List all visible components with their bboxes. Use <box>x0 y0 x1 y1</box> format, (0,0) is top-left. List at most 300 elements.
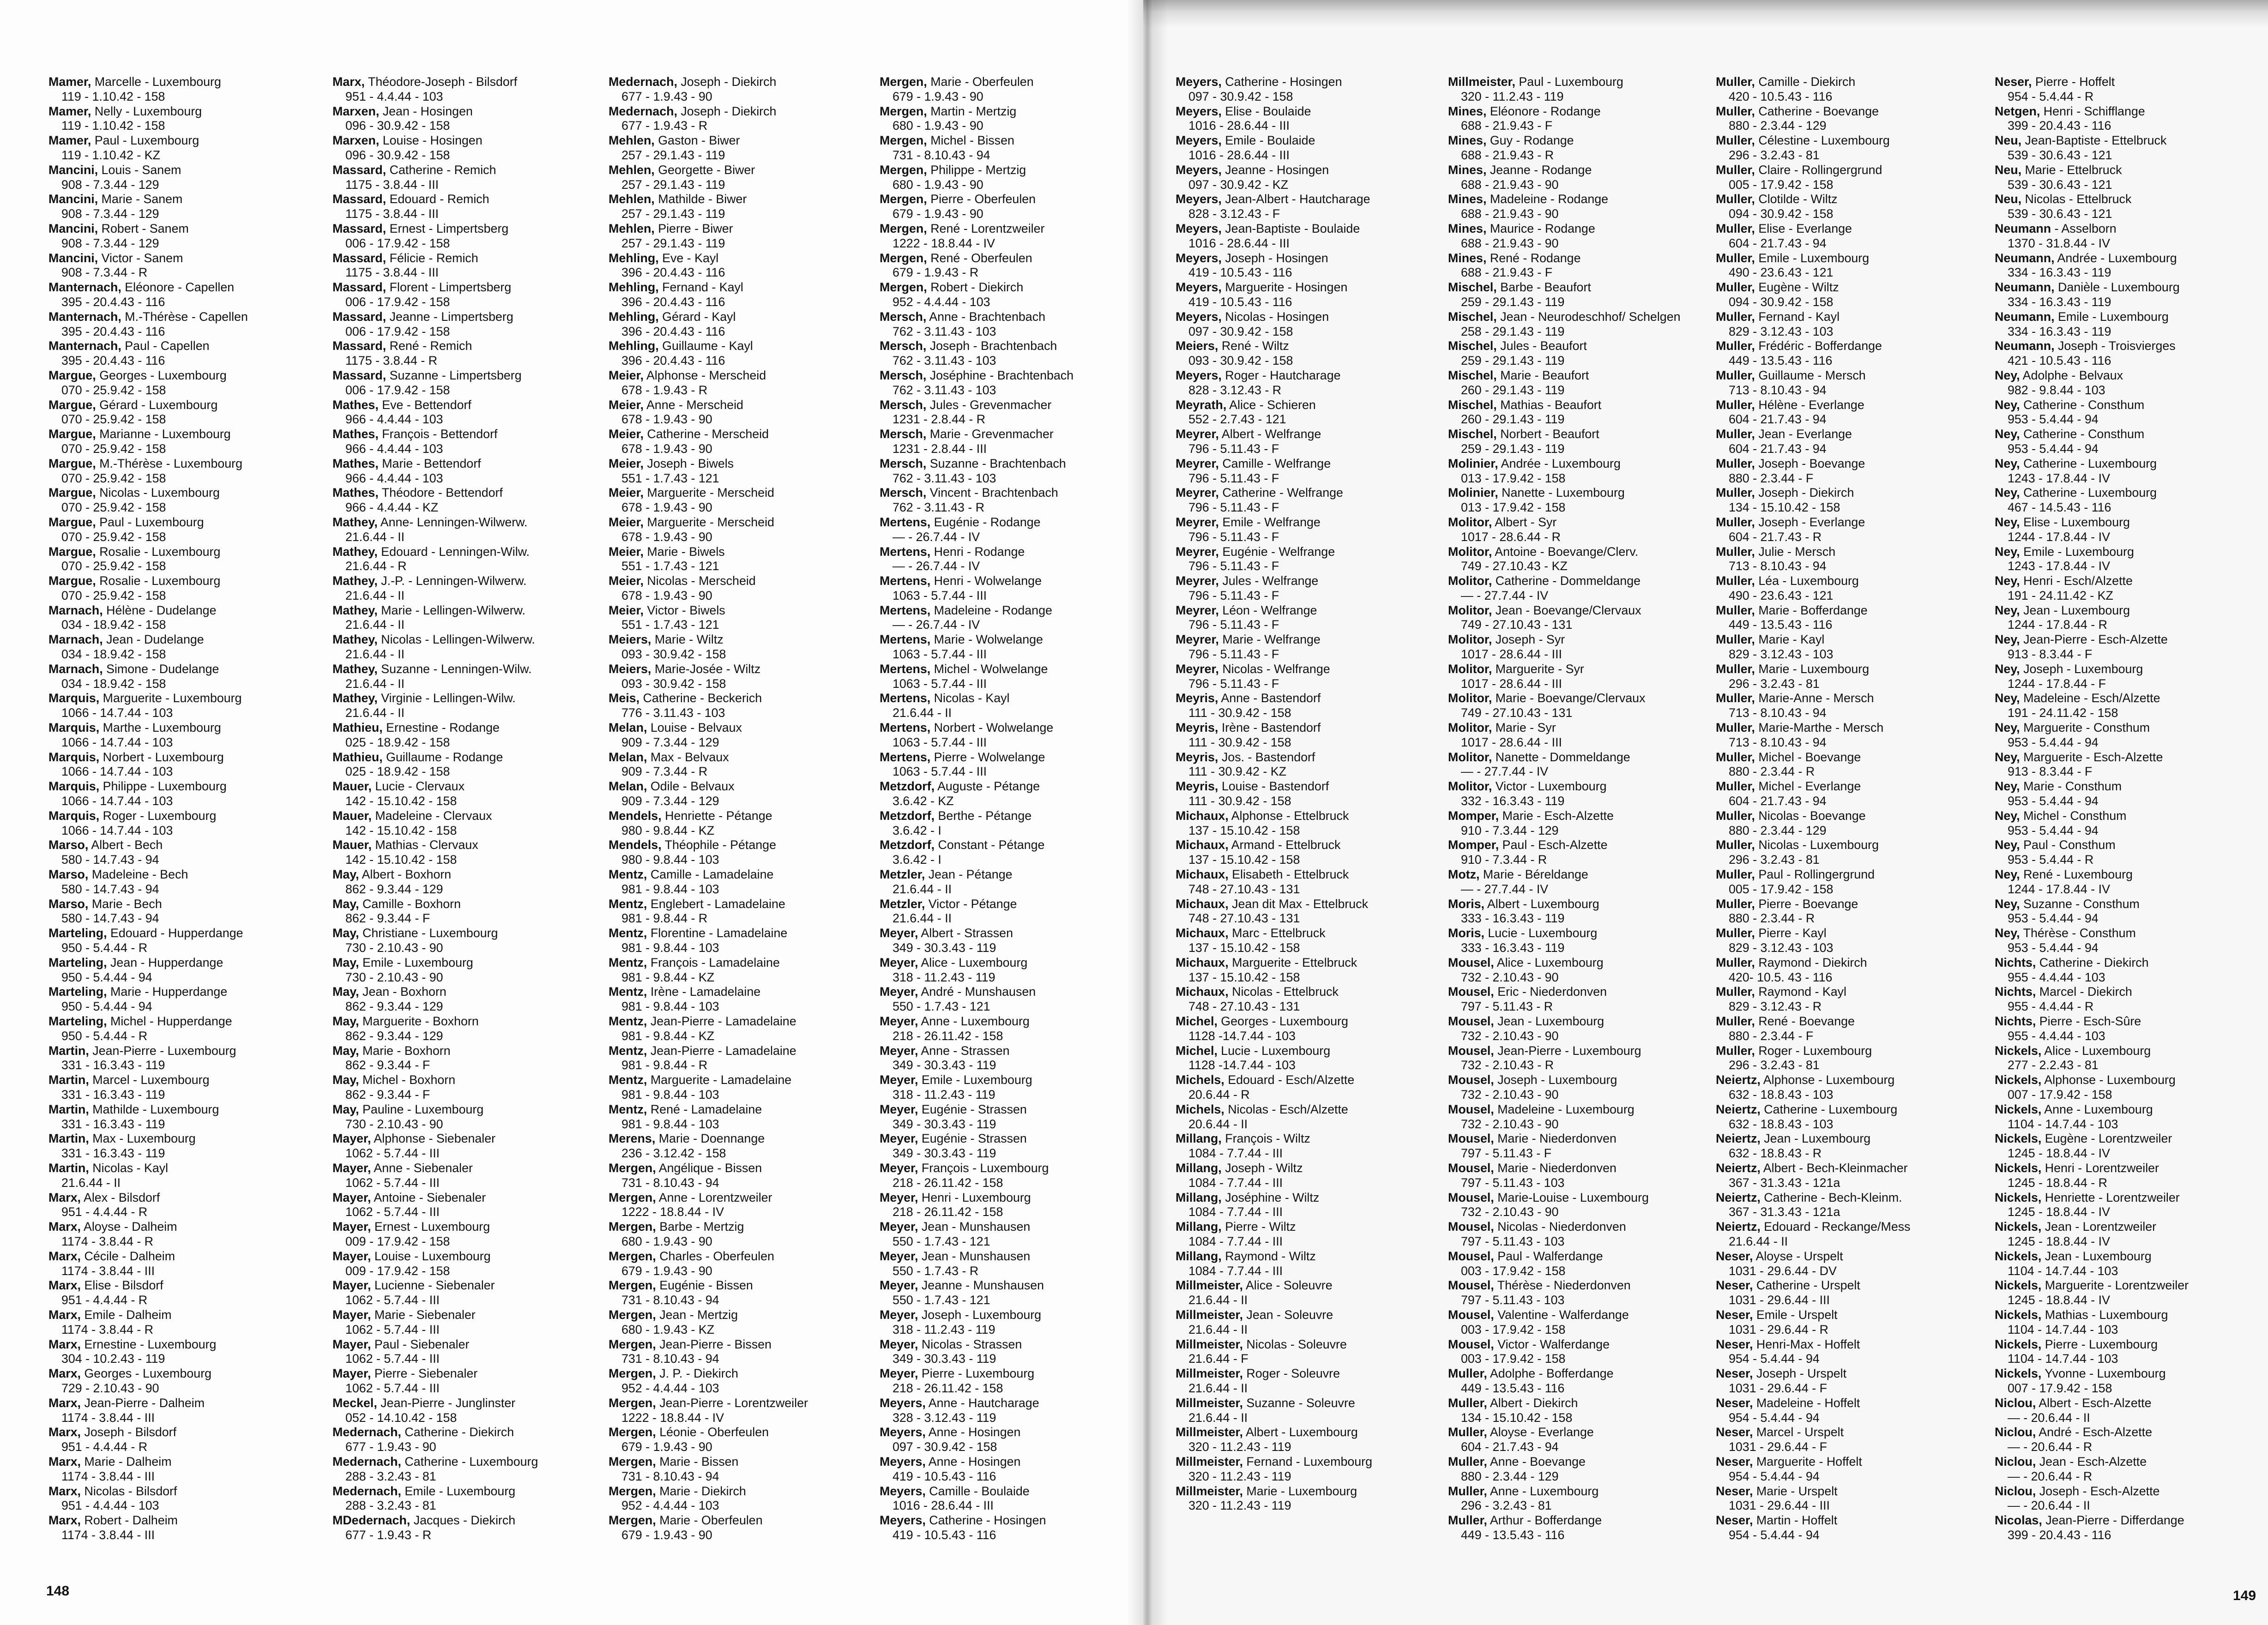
entry-dates: 21.6.44 - II <box>345 676 405 691</box>
entry-dates: 749 - 27.10.43 - KZ <box>1461 559 1568 573</box>
index-entry <box>48 192 326 222</box>
index-entry <box>332 251 609 281</box>
entry-surname: Mousel, <box>1448 1307 1494 1322</box>
entry-firstname-place: Philippe - Luxembourg <box>103 779 227 794</box>
entry-firstname-place: Marguerite - Merscheid <box>647 515 774 529</box>
entry-heading <box>1448 222 1725 236</box>
index-entry <box>1995 133 2268 163</box>
entry-dates: 950 - 5.4.44 - 94 <box>61 999 152 1014</box>
entry-heading <box>1176 1396 1453 1411</box>
entry-firstname-place: Jean-Pierre - Lamadelaine <box>650 1043 796 1058</box>
index-entry <box>609 750 886 780</box>
entry-heading <box>1448 1249 1725 1264</box>
entry-surname: Mehling, <box>609 280 659 295</box>
entry-dates: 331 - 16.3.43 - 119 <box>61 1087 165 1101</box>
entry-firstname-place: Nicolas - Ettelbruck <box>2025 192 2132 206</box>
entry-heading <box>1448 838 1725 853</box>
entry-surname: Mergen, <box>609 1190 656 1204</box>
entry-heading <box>1995 1278 2268 1293</box>
entry-firstname-place: Elise - Luxembourg <box>2023 515 2130 529</box>
entry-firstname-place: Paul - Esch-Alzette <box>1502 838 1608 852</box>
entry-surname: Nickels, <box>1995 1366 2042 1381</box>
index-entry <box>1716 75 1993 104</box>
entry-firstname-place: Marcel - Diekirch <box>2039 985 2132 999</box>
index-entry <box>1448 280 1725 310</box>
index-entry <box>1716 1455 1993 1484</box>
entry-dates: 20.6.44 - R <box>1188 1087 1250 1101</box>
entry-surname: Mancini, <box>48 251 98 265</box>
entry-surname: Meyris, <box>1176 779 1218 794</box>
entry-dates: 951 - 4.4.44 - 103 <box>345 89 443 103</box>
entry-dates: 1063 - 5.7.44 - III <box>893 588 987 602</box>
entry-firstname-place: Mathias - Beaufort <box>1500 397 1602 412</box>
entry-dates: 908 - 7.3.44 - 129 <box>61 236 159 250</box>
index-entry <box>1716 192 1993 222</box>
entry-surname: Meyers, <box>1176 251 1222 265</box>
entry-firstname-place: Suzanne - Consthum <box>2023 897 2140 911</box>
entry-surname: Muller, <box>1716 456 1755 470</box>
entry-surname: Mousel, <box>1448 1043 1494 1058</box>
entry-surname: Muller, <box>1448 1513 1487 1528</box>
index-entry <box>332 486 609 515</box>
entry-heading <box>609 368 886 383</box>
index-entry <box>1995 192 2268 222</box>
entry-firstname-place: Pierre - Siebenaler <box>374 1366 478 1381</box>
entry-dates: 1084 - 7.7.44 - III <box>1188 1234 1283 1248</box>
entry-heading <box>1716 632 1993 647</box>
entry-dates: 966 - 4.4.44 - 103 <box>345 441 443 456</box>
entry-surname: Ney, <box>1995 926 2020 940</box>
entry-dates: 304 - 10.2.43 - 119 <box>61 1352 165 1366</box>
entry-firstname-place: Jean - Boevange/Clervaux <box>1495 603 1641 617</box>
entry-dates: 731 - 8.10.43 - 94 <box>621 1469 719 1483</box>
entry-dates: 1245 - 18.8.44 - IV <box>2008 1234 2110 1248</box>
entry-dates: 070 - 25.9.42 - 158 <box>61 383 166 397</box>
entry-dates: 1017 - 28.6.44 - III <box>1461 735 1562 749</box>
entry-dates: 954 - 5.4.44 - 94 <box>1729 1528 1820 1542</box>
index-entry <box>332 779 609 809</box>
entry-firstname-place: Roger - Luxembourg <box>1758 1043 1872 1058</box>
entry-firstname-place: Nanette - Dommeldange <box>1495 750 1630 764</box>
entry-heading <box>1716 662 1993 677</box>
entry-dates: 796 - 5.11.43 - F <box>1188 471 1279 485</box>
entry-firstname-place: Hélène - Dudelange <box>106 603 217 617</box>
entry-dates: 21.6.44 - II <box>1729 1234 1788 1248</box>
index-entry <box>332 1249 609 1279</box>
entry-firstname-place: Joseph - Hosingen <box>1225 251 1328 265</box>
entry-firstname-place: Alice - Schieren <box>1229 397 1316 412</box>
entry-dates: 677 - 1.9.43 - 90 <box>345 1440 436 1454</box>
index-entry <box>1995 398 2268 427</box>
entry-dates: — - 20.6.44 - R <box>2008 1469 2093 1483</box>
entry-heading <box>1995 1073 2268 1088</box>
entry-firstname-place: Marc - Ettelbruck <box>1232 926 1326 940</box>
entry-surname: Mousel, <box>1448 1161 1494 1175</box>
entry-dates: 796 - 5.11.43 - F <box>1188 441 1279 456</box>
entry-surname: Neiertz, <box>1716 1190 1761 1204</box>
entry-dates: 1245 - 18.8.44 - IV <box>2008 1146 2110 1161</box>
entry-dates: 218 - 26.11.42 - 158 <box>893 1205 1003 1219</box>
entry-dates: 367 - 31.3.43 - 121a <box>1729 1205 1840 1219</box>
index-entry <box>1448 1131 1725 1161</box>
entry-heading <box>48 1455 326 1469</box>
page-number-left: 148 <box>46 1583 70 1599</box>
entry-dates: 679 - 1.9.43 - R <box>893 265 979 280</box>
entry-heading <box>1716 1278 1993 1293</box>
entry-dates: 331 - 16.3.43 - 119 <box>61 1058 165 1072</box>
entry-heading <box>1716 897 1993 912</box>
entry-firstname-place: Hélène - Everlange <box>1758 397 1864 412</box>
entry-heading <box>1176 779 1453 794</box>
entry-dates: 1016 - 28.6.44 - III <box>1188 236 1290 250</box>
entry-firstname-place: Aloyse - Dalheim <box>83 1220 177 1234</box>
entry-firstname-place: Marie-Josée - Wiltz <box>654 662 761 676</box>
entry-firstname-place: Marie - Niederdonven <box>1497 1131 1617 1146</box>
entry-firstname-place: Ernestine - Rodange <box>386 721 500 735</box>
entry-heading <box>1448 867 1725 882</box>
index-entry <box>880 427 1157 457</box>
entry-heading <box>609 1396 886 1411</box>
entry-heading <box>1716 838 1993 853</box>
entry-heading <box>1716 809 1993 824</box>
entry-heading <box>1448 133 1725 148</box>
entry-surname: Mehling, <box>609 339 659 353</box>
entry-heading <box>1995 192 2268 207</box>
index-entry <box>609 251 886 281</box>
entry-surname: Mergen, <box>880 221 927 235</box>
entry-firstname-place: Victor - Luxembourg <box>1495 779 1607 794</box>
entry-surname: Mischel, <box>1448 280 1497 295</box>
index-entry <box>1176 280 1453 310</box>
entry-heading <box>48 310 326 325</box>
entry-surname: Michaux, <box>1176 808 1229 823</box>
entry-firstname-place: Thérèse - Niederdonven <box>1497 1278 1631 1293</box>
entry-heading <box>880 457 1157 471</box>
entry-surname: Meyrer, <box>1176 515 1219 529</box>
index-entry <box>1176 956 1453 985</box>
entry-heading <box>880 398 1157 413</box>
entry-heading <box>1995 603 2268 618</box>
entry-surname: Mertens, <box>880 544 931 559</box>
entry-surname: Neumann, <box>1995 339 2055 353</box>
entry-heading <box>1448 1161 1725 1176</box>
entry-firstname-place: M.-Thérèse - Luxembourg <box>99 456 242 470</box>
entry-heading <box>880 486 1157 500</box>
entry-firstname-place: Jean-Pierre - Dalheim <box>84 1396 205 1410</box>
entry-surname: Margue, <box>48 574 96 588</box>
entry-surname: Massard, <box>332 192 386 206</box>
entry-firstname-place: Emile - Luxembourg <box>921 1073 1032 1087</box>
index-entry <box>1995 427 2268 457</box>
entry-heading <box>1176 222 1453 236</box>
entry-surname: Metzdorf, <box>880 838 935 852</box>
entry-dates: 1175 - 3.8.44 - R <box>345 354 438 368</box>
entry-surname: Mehlen, <box>609 133 655 148</box>
entry-firstname-place: Marie - Oberfeulen <box>659 1513 763 1528</box>
entry-dates: 070 - 25.9.42 - 158 <box>61 441 166 456</box>
index-entry <box>1716 897 1993 927</box>
entry-firstname-place: Jeanne - Rodange <box>1490 162 1592 177</box>
entry-dates: 1084 - 7.7.44 - III <box>1188 1175 1283 1190</box>
index-entry <box>1448 1366 1725 1396</box>
entry-heading <box>609 1366 886 1381</box>
entry-surname: Meyer, <box>880 985 918 999</box>
entry-firstname-place: Marie - Wiltz <box>654 632 724 647</box>
entry-surname: Muller, <box>1716 985 1755 999</box>
index-entry <box>1995 1014 2268 1044</box>
index-entry <box>880 192 1157 222</box>
entry-surname: Ney, <box>1995 721 2020 735</box>
entry-dates: 796 - 5.11.43 - F <box>1188 647 1279 662</box>
entry-heading <box>1448 1425 1725 1440</box>
entry-surname: Mathieu, <box>332 750 383 764</box>
entry-heading <box>880 1191 1157 1205</box>
index-entry <box>1176 1073 1453 1102</box>
entry-surname: Massard, <box>332 221 386 235</box>
entry-dates: 910 - 7.3.44 - R <box>1461 853 1547 867</box>
entry-dates: 1128 -14.7.44 - 103 <box>1188 1029 1296 1043</box>
entry-heading <box>48 427 326 442</box>
entry-heading <box>1176 515 1453 530</box>
entry-heading <box>609 427 886 442</box>
entry-firstname-place: Catherine - Luxembourg <box>2023 486 2157 500</box>
entry-heading <box>609 280 886 295</box>
entry-dates: 21.6.44 - II <box>1188 1293 1248 1307</box>
entry-firstname-place: Fernand - Luxembourg <box>1246 1454 1373 1469</box>
entry-dates: 420- 10.5. 43 - 116 <box>1729 970 1833 984</box>
entry-heading <box>1176 545 1453 560</box>
entry-surname: Marx, <box>48 1425 81 1439</box>
entry-firstname-place: Cécile - Dalheim <box>84 1249 175 1263</box>
entry-surname: Meckel, <box>332 1396 377 1410</box>
entry-dates: 580 - 14.7.43 - 94 <box>61 911 159 926</box>
entry-heading <box>332 1396 609 1411</box>
entry-dates: 009 - 17.9.42 - 158 <box>345 1234 450 1248</box>
entry-heading <box>1176 1073 1453 1088</box>
index-entry <box>880 1308 1157 1337</box>
entry-firstname-place: Henri - Luxembourg <box>921 1190 1031 1204</box>
entry-firstname-place: Jean - Pétange <box>928 867 1013 882</box>
entry-heading <box>1448 1513 1725 1528</box>
entry-dates: 449 - 13.5.43 - 116 <box>1461 1381 1565 1395</box>
entry-surname: Neser, <box>1716 1249 1753 1263</box>
entry-firstname-place: Catherine - Diekirch <box>404 1425 514 1439</box>
index-entry <box>332 1513 609 1543</box>
entry-firstname-place: Nelly - Luxembourg <box>94 104 202 118</box>
entry-dates: 678 - 1.9.43 - 90 <box>621 588 712 602</box>
entry-heading <box>609 809 886 824</box>
entry-heading <box>1716 1455 1993 1469</box>
index-entry <box>332 1161 609 1191</box>
column-3 <box>609 75 886 1543</box>
entry-dates: 762 - 3.11.43 - 103 <box>893 354 996 368</box>
entry-dates: 1175 - 3.8.44 - III <box>345 177 439 192</box>
entry-firstname-place: Auguste - Pétange <box>937 779 1040 794</box>
entry-firstname-place: Alphonse - Luxembourg <box>1763 1073 1895 1087</box>
entry-heading <box>48 1161 326 1176</box>
entry-firstname-place: Catherine - Urspelt <box>1756 1278 1860 1293</box>
entry-surname: Millang, <box>1176 1190 1222 1204</box>
entry-dates: 966 - 4.4.44 - 103 <box>345 412 443 427</box>
index-entry <box>609 1366 886 1396</box>
index-entry <box>1716 985 1993 1014</box>
entry-dates: 981 - 9.8.44 - 103 <box>621 882 719 896</box>
entry-dates: 396 - 20.4.43 - 116 <box>621 265 725 280</box>
entry-dates: 003 - 17.9.42 - 158 <box>1461 1322 1566 1336</box>
entry-surname: Mayer, <box>332 1190 371 1204</box>
entry-dates: 318 - 11.2.43 - 119 <box>893 1087 995 1101</box>
entry-surname: Margue, <box>48 427 96 441</box>
entry-surname: Meyris, <box>1176 750 1218 764</box>
index-entry <box>1716 1191 1993 1220</box>
entry-firstname-place: Georgette - Biwer <box>658 162 755 177</box>
entry-surname: Niclou, <box>1995 1425 2036 1439</box>
index-entry <box>332 691 609 721</box>
entry-firstname-place: Henri - Rodange <box>934 544 1025 559</box>
entry-surname: Ney, <box>1995 427 2020 441</box>
entry-heading <box>880 104 1157 119</box>
entry-heading <box>1716 1191 1993 1205</box>
entry-firstname-place: Alice - Luxembourg <box>1496 955 1604 969</box>
entry-firstname-place: Jean - Luxembourg <box>2045 1249 2152 1263</box>
entry-dates: 828 - 3.12.43 - F <box>1188 207 1280 221</box>
index-entry <box>332 1484 609 1514</box>
entry-surname: Nickels, <box>1995 1307 2042 1322</box>
entry-surname: Mersch, <box>880 397 927 412</box>
entry-surname: Michel, <box>1176 1014 1218 1028</box>
entry-dates: 1016 - 28.6.44 - III <box>1188 119 1290 133</box>
index-entry <box>1176 457 1453 486</box>
entry-dates: 1062 - 5.7.44 - III <box>345 1293 440 1307</box>
entry-dates: 396 - 20.4.43 - 116 <box>621 324 725 338</box>
entry-heading <box>609 838 886 853</box>
index-entry <box>332 1044 609 1073</box>
entry-firstname-place: Louise - Bastendorf <box>1221 779 1329 794</box>
entry-heading <box>48 104 326 119</box>
entry-firstname-place: Madeleine - Rodange <box>1490 192 1609 206</box>
entry-dates: 678 - 1.9.43 - 90 <box>621 500 712 515</box>
entry-heading <box>1448 192 1725 207</box>
index-entry <box>880 897 1157 927</box>
entry-dates: 679 - 1.9.43 - 90 <box>621 1440 712 1454</box>
entry-surname: Neiertz, <box>1716 1161 1761 1175</box>
index-entry <box>609 1484 886 1514</box>
index-entry <box>332 1366 609 1396</box>
entry-firstname-place: Michel - Boevange <box>1758 750 1861 764</box>
entry-heading <box>1995 1014 2268 1029</box>
entry-dates: 137 - 15.10.42 - 158 <box>1188 823 1300 837</box>
index-entry <box>609 809 886 838</box>
entry-firstname-place: Alphonse - Luxembourg <box>2044 1073 2176 1087</box>
entry-dates: 320 - 11.2.43 - 119 <box>1188 1499 1291 1513</box>
entry-surname: Marteling, <box>48 926 107 940</box>
entry-firstname-place: Eugénie - Bissen <box>659 1278 753 1293</box>
column-4 <box>880 75 1157 1543</box>
entry-surname: Meyers, <box>1176 75 1222 89</box>
entry-dates: 395 - 20.4.43 - 116 <box>61 354 165 368</box>
entry-surname: Mendels, <box>609 838 662 852</box>
entry-firstname-place: Joseph - Bilsdorf <box>84 1425 177 1439</box>
entry-surname: Mentz, <box>609 955 647 969</box>
entry-surname: Metzler, <box>880 867 925 882</box>
entry-firstname-place: Marguerite - Ettelbruck <box>1232 955 1357 969</box>
index-entry <box>1716 809 1993 838</box>
index-entry <box>1716 632 1993 662</box>
entry-heading <box>332 368 609 383</box>
entry-surname: Marx, <box>48 1278 81 1293</box>
entry-heading <box>609 75 886 90</box>
entry-firstname-place: Louise - Hosingen <box>382 133 483 148</box>
entry-surname: Muller, <box>1448 1396 1487 1410</box>
entry-heading <box>1448 1455 1725 1469</box>
entry-dates: 1062 - 5.7.44 - III <box>345 1322 440 1336</box>
entry-heading <box>1995 427 2268 442</box>
entry-heading <box>1176 662 1453 677</box>
entry-surname: Ney, <box>1995 486 2020 500</box>
entry-dates: 551 - 1.7.43 - 121 <box>621 559 719 573</box>
entry-surname: Martin, <box>48 1131 89 1146</box>
entry-surname: Ney, <box>1995 456 2020 470</box>
index-entry <box>1995 1220 2268 1249</box>
entry-heading <box>609 222 886 236</box>
entry-heading <box>880 1278 1157 1293</box>
entry-surname: Mendels, <box>609 808 662 823</box>
entry-firstname-place: Jean-Pierre - Lorentzweiler <box>659 1396 808 1410</box>
entry-firstname-place: Jean - Munshausen <box>921 1220 1031 1234</box>
entry-surname: Meyer, <box>880 955 918 969</box>
index-entry <box>1716 1014 1993 1044</box>
index-entry <box>48 721 326 750</box>
index-entry <box>1176 926 1453 956</box>
entry-firstname-place: Henri - Schifflange <box>2043 104 2145 118</box>
entry-surname: Marteling, <box>48 955 107 969</box>
entry-surname: Mousel, <box>1448 1102 1494 1116</box>
entry-firstname-place: Marcelle - Luxembourg <box>94 75 221 89</box>
entry-surname: Millang, <box>1176 1131 1222 1146</box>
entry-dates: 1062 - 5.7.44 - III <box>345 1175 440 1190</box>
entry-surname: Mersch, <box>880 427 927 441</box>
index-entry <box>1176 1220 1453 1249</box>
entry-dates: 796 - 5.11.43 - F <box>1188 500 1279 515</box>
entry-dates: 908 - 7.3.44 - 129 <box>61 177 159 192</box>
entry-surname: Meyer, <box>880 1278 918 1293</box>
entry-surname: Ney, <box>1995 897 2020 911</box>
entry-firstname-place: Marie - Diekirch <box>659 1484 746 1498</box>
entry-dates: 1017 - 28.6.44 - III <box>1461 676 1562 691</box>
entry-heading <box>609 1161 886 1176</box>
entry-dates: 604 - 21.7.43 - 94 <box>1729 441 1827 456</box>
entry-heading <box>48 809 326 824</box>
entry-surname: Meyer, <box>880 1161 918 1175</box>
entry-surname: Medernach, <box>332 1454 401 1469</box>
index-entry <box>1448 926 1725 956</box>
entry-dates: 954 - 5.4.44 - 94 <box>1729 1410 1820 1425</box>
entry-heading <box>1448 779 1725 794</box>
entry-dates: 257 - 29.1.43 - 119 <box>621 148 725 162</box>
entry-surname: Meyer, <box>880 1102 918 1116</box>
index-entry <box>1448 1014 1725 1044</box>
entry-dates: 288 - 3.2.43 - 81 <box>345 1469 436 1483</box>
entry-firstname-place: Raymond - Diekirch <box>1758 955 1867 969</box>
entry-firstname-place: Henri - Esch/Alzette <box>2023 574 2133 588</box>
entry-dates: 025 - 18.9.42 - 158 <box>345 735 450 749</box>
entry-firstname-place: Raymond - Kayl <box>1758 985 1846 999</box>
entry-surname: Mousel, <box>1448 1073 1494 1087</box>
entry-firstname-place: Emile - Luxembourg <box>404 1484 516 1498</box>
entry-surname: Ney, <box>1995 397 2020 412</box>
index-entry <box>609 1014 886 1044</box>
index-entry <box>48 691 326 721</box>
